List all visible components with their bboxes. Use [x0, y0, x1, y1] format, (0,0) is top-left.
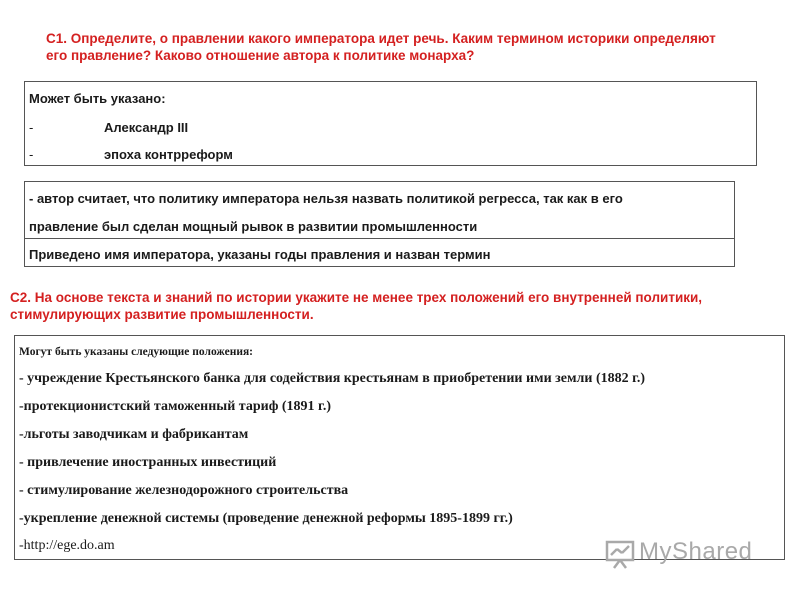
c1-question-line-1: С1. Определите, о правлении какого императора идет речь. Каким термином историки определяют — [46, 31, 716, 46]
source-link[interactable]: -http://ege.do.am — [19, 538, 115, 553]
c1-question-line-2: его правление? Каково отношение автора к политике монарха? — [46, 48, 475, 63]
c1-author-divider — [25, 238, 734, 239]
c2-question-line-2: стимулирующих развитие промышленности. — [10, 307, 314, 322]
c1-question — [46, 30, 786, 64]
c2-answer-item-3: -льготы заводчикам и фабрикантам — [19, 427, 249, 442]
c2-question-line-1: С2. На основе текста и знаний по истории укажите не менее трех положений его внутренней политики, — [10, 290, 703, 305]
c1-criteria: Приведено имя императора, указаны годы правления и назван термин — [29, 247, 491, 262]
c2-answer-item-5: - стимулирование железнодорожного строительства — [19, 483, 349, 498]
c2-answer-heading: Могут быть указаны следующие положения: — [19, 346, 253, 358]
c1-answer-dash-2: - — [29, 147, 34, 162]
c2-answer-item-1: - учреждение Крестьянского банка для содействия крестьянам в приобретении ими земли (1882 г.) — [19, 371, 646, 386]
c1-answer-box — [24, 81, 757, 166]
c1-answer-heading: Может быть указано: — [29, 91, 166, 106]
c2-answer-item-6: -укрепление денежной системы (проведение денежной реформы 1895-1899 гг.) — [19, 511, 513, 526]
c2-question — [10, 289, 790, 323]
c2-answer-box — [14, 335, 785, 560]
c1-author-line-1: - автор считает, что политику императора нельзя назвать политикой регресса, так как в его — [29, 191, 623, 206]
c1-answer-dash-1: - — [29, 120, 34, 135]
c1-author-box — [24, 181, 735, 267]
c1-answer-item-1: Александр III — [104, 120, 189, 135]
watermark-text: MyShared — [639, 538, 753, 565]
c1-answer-item-2: эпоха контрреформ — [104, 147, 233, 162]
c2-answer-item-4: - привлечение иностранных инвестиций — [19, 455, 277, 470]
myshared-watermark — [605, 536, 765, 570]
c1-author-line-2: правление был сделан мощный рывок в развитии промышленности — [29, 219, 478, 234]
c2-answer-item-2: -протекционистский таможенный тариф (1891 г.) — [19, 399, 331, 414]
